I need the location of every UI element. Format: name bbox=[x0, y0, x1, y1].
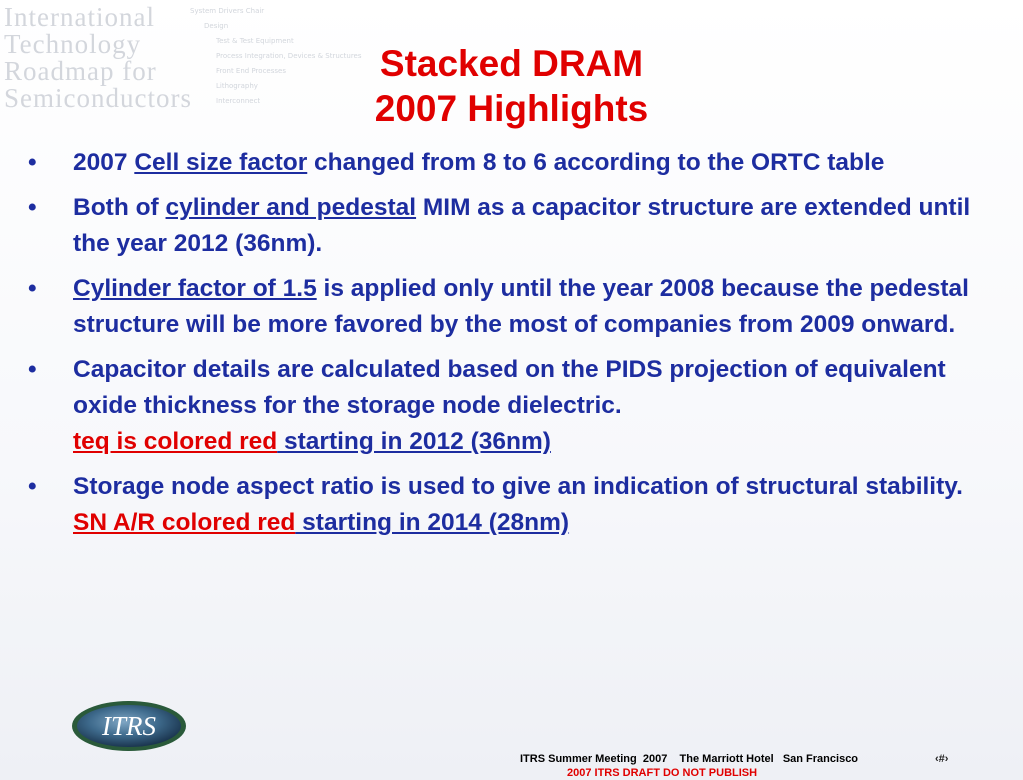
bullet-text: Storage node aspect ratio is used to give an indication of structural stability. bbox=[73, 473, 963, 500]
faded-menu-item: System Drivers Chair bbox=[190, 7, 265, 15]
bullet-item bbox=[28, 271, 1003, 343]
bullet-list bbox=[28, 145, 1003, 550]
bullet-text: 2007 bbox=[73, 149, 135, 176]
slide-footer bbox=[520, 752, 960, 780]
bullet-item bbox=[28, 469, 1003, 541]
underlined-term: starting in 2012 (36nm) bbox=[277, 428, 551, 455]
bullet-item bbox=[28, 190, 1003, 262]
faded-menu-item: Process Integration, Devices & Structures bbox=[216, 52, 362, 60]
faded-menu-item: Lithography bbox=[216, 82, 258, 90]
bullet-text: is applied only until the year 2008 because the pedestal structure will be more favored by the most of companies from 2009 onward. bbox=[73, 275, 969, 338]
itrs-watermark-text: International Technology Roadmap for Semiconductors bbox=[4, 2, 192, 113]
bullet-item bbox=[28, 145, 1003, 181]
bullet-text: changed from 8 to 6 according to the ORTC table bbox=[307, 149, 885, 176]
bullet-dot: • bbox=[28, 149, 37, 176]
slide-title-line2: 2007 Highlights bbox=[374, 88, 649, 129]
bullet-text: Both of bbox=[73, 194, 166, 221]
slide-title bbox=[0, 41, 1023, 131]
itrs-logo-text: ITRS bbox=[102, 711, 156, 741]
slide-title-line1: Stacked DRAM bbox=[379, 43, 644, 84]
faded-menu-item: Interconnect bbox=[216, 97, 261, 105]
bullet-dot: • bbox=[28, 275, 37, 302]
underlined-term: Cell size factor bbox=[134, 149, 308, 176]
draft-notice: 2007 ITRS DRAFT DO NOT PUBLISH bbox=[567, 767, 758, 779]
red-underlined-term: teq is colored red bbox=[73, 428, 278, 455]
bullet-item bbox=[28, 352, 1003, 460]
itrs-logo bbox=[70, 700, 188, 752]
bullet-text: MIM as a capacitor structure are extended until the year 2012 (36nm). bbox=[73, 194, 971, 257]
underlined-term: starting in 2014 (28nm) bbox=[295, 509, 570, 536]
bullet-text: Capacitor details are calculated based on the PIDS projection of equivalent oxide thickness for the storage node dielectric. bbox=[73, 356, 946, 419]
faded-menu-item: Test & Test Equipment bbox=[216, 37, 294, 45]
page-number: ‹#› bbox=[935, 753, 949, 765]
footer-meeting: ITRS Summer Meeting 2007 The Marriott Hotel San Francisco bbox=[520, 753, 859, 765]
bullet-dot: • bbox=[28, 356, 37, 383]
faded-menu-item: Design bbox=[204, 22, 229, 30]
faded-menu-item: Front End Processes bbox=[216, 67, 286, 75]
bullet-dot: • bbox=[28, 194, 37, 221]
bullet-dot: • bbox=[28, 473, 37, 500]
red-underlined-term: SN A/R colored red bbox=[73, 509, 296, 536]
underlined-term: Cylinder factor of 1.5 bbox=[73, 275, 317, 302]
underlined-term: cylinder and pedestal bbox=[165, 194, 417, 221]
